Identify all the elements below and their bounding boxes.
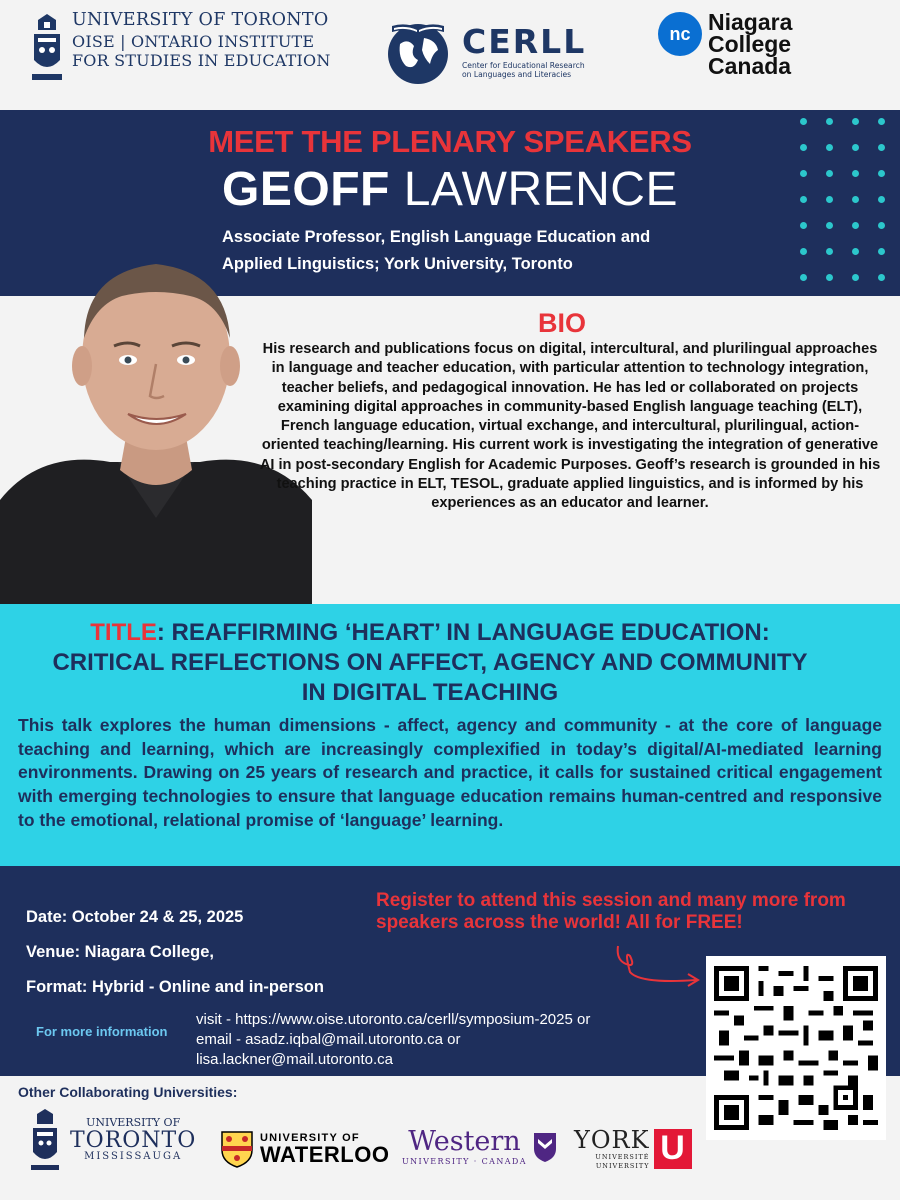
bio-heading: BIO: [537, 308, 586, 338]
western-subtitle: UNIVERSITY · CANADA: [402, 1157, 527, 1166]
register-callout: Register to attend this session and many more from speakers across the world! All for FREE!: [376, 890, 846, 933]
collaborators-label: Other Collaborating Universities:: [18, 1084, 238, 1100]
utm-line-3: MISSISSAUGA: [84, 1151, 183, 1163]
oise-line-2: FOR STUDIES IN EDUCATION: [72, 50, 331, 70]
western-logo: [402, 1128, 558, 1166]
niagara-line-2: College: [708, 30, 792, 57]
nc-badge-icon: nc: [658, 12, 702, 56]
speaker-last-name: LAWRENCE: [403, 163, 678, 216]
bio-paragraph: His research and publications focus on digital, intercultural, and plurilingual approaches in language and teacher education, with particular attention to technology integration, teacher beliefs, and pedagogical innovation. He has led or collaborated on projects examining digital approaches in community-based English language teaching (ELT), French language education, virtual exchange, and intercultural, plurilingual, action-oriented teaching/learning. His current work is investigating the integration of generative AI in post-secondary English for Academic Purposes. Geoff’s research is grounded in his teaching practice in ELT, TESOL, graduate applied linguistics, and is informed by his experiences as an educator and learner.: [259, 341, 881, 512]
header-bar: [0, 0, 900, 108]
plenary-kicker: MEET THE PLENARY SPEAKERS: [208, 124, 692, 159]
uoft-oise-logo: [30, 12, 331, 82]
curved-arrow-icon: [612, 942, 702, 992]
utm-line-2: TORONTO: [70, 1127, 197, 1153]
niagara-line-1: Niagara: [708, 9, 793, 35]
waterloo-logo: [220, 1130, 389, 1168]
event-venue: Venue: Niagara College,: [26, 943, 214, 961]
york-u-icon: U: [654, 1129, 692, 1169]
western-name: Western: [408, 1126, 521, 1157]
cerll-name: CERLL: [462, 21, 587, 61]
talk-title-text: : REAFFIRMING ‘HEART’ IN LANGUAGE EDUCATION: CRITICAL REFLECTIONS ON AFFECT, AGENCY AND COMMUNITY IN DIGITAL TEACHING: [52, 619, 808, 706]
more-info-email-2[interactable]: lisa.lackner@mail.utoronto.ca: [196, 1051, 393, 1068]
affiliation-line-1: Associate Professor, English Language Education and: [222, 228, 651, 246]
york-logo: [574, 1128, 692, 1169]
waterloo-line-2: WATERLOO: [260, 1141, 390, 1167]
uoft-crest-icon: [30, 12, 64, 82]
york-subtitle-fr: UNIVERSITÉ: [595, 1153, 650, 1161]
cerll-subtitle-1: Center for Educational Research: [462, 60, 585, 70]
event-date: Date: October 24 & 25, 2025: [26, 908, 244, 926]
speaker-first-name: GEOFF: [222, 163, 390, 216]
uoft-name: UNIVERSITY OF TORONTO: [72, 10, 329, 30]
talk-title: [40, 618, 820, 708]
cerll-logo: [380, 14, 586, 90]
york-subtitle-en: UNIVERSITY: [595, 1161, 650, 1170]
qr-code-icon[interactable]: [714, 964, 878, 1132]
globe-book-icon: [380, 14, 456, 90]
more-info-email-1[interactable]: email - asadz.iqbal@mail.utoronto.ca or: [196, 1031, 461, 1048]
western-shield-icon: [532, 1131, 558, 1163]
event-format: Format: Hybrid - Online and in-person: [26, 978, 324, 996]
utm-logo: [30, 1108, 196, 1172]
more-info-text: [196, 1010, 686, 1070]
niagara-college-logo: [658, 9, 793, 79]
talk-abstract: This talk explores the human dimensions - affect, agency and community - at the core of language teaching and learning, which are increasingly complexified in today’s digital/AI-mediated learning environments. Drawing on 25 years of research and practice, it calls for sustained critical engagement with emerging technologies to ensure that language education remains human-centred and responsive to the emotional, relational promise of ‘language’ learning.: [18, 715, 882, 830]
cerll-subtitle-2: on Languages and Literacies: [462, 70, 572, 79]
utm-line-1: UNIVERSITY OF: [86, 1116, 181, 1130]
more-info-label: For more information: [36, 1024, 168, 1039]
talk-title-label: TITLE: [90, 619, 157, 646]
affiliation-line-2: Applied Linguistics; York University, Toronto: [222, 255, 573, 273]
utm-crest-icon: [30, 1108, 60, 1172]
niagara-line-3: Canada: [708, 52, 792, 79]
more-info-url[interactable]: visit - https://www.oise.utoronto.ca/cerll/symposium-2025 or: [196, 1011, 591, 1028]
york-name: YORK: [574, 1126, 650, 1154]
waterloo-shield-icon: [220, 1130, 254, 1168]
oise-line: OISE | ONTARIO INSTITUTE: [72, 31, 315, 51]
waterloo-line-1: UNIVERSITY OF: [260, 1131, 360, 1144]
